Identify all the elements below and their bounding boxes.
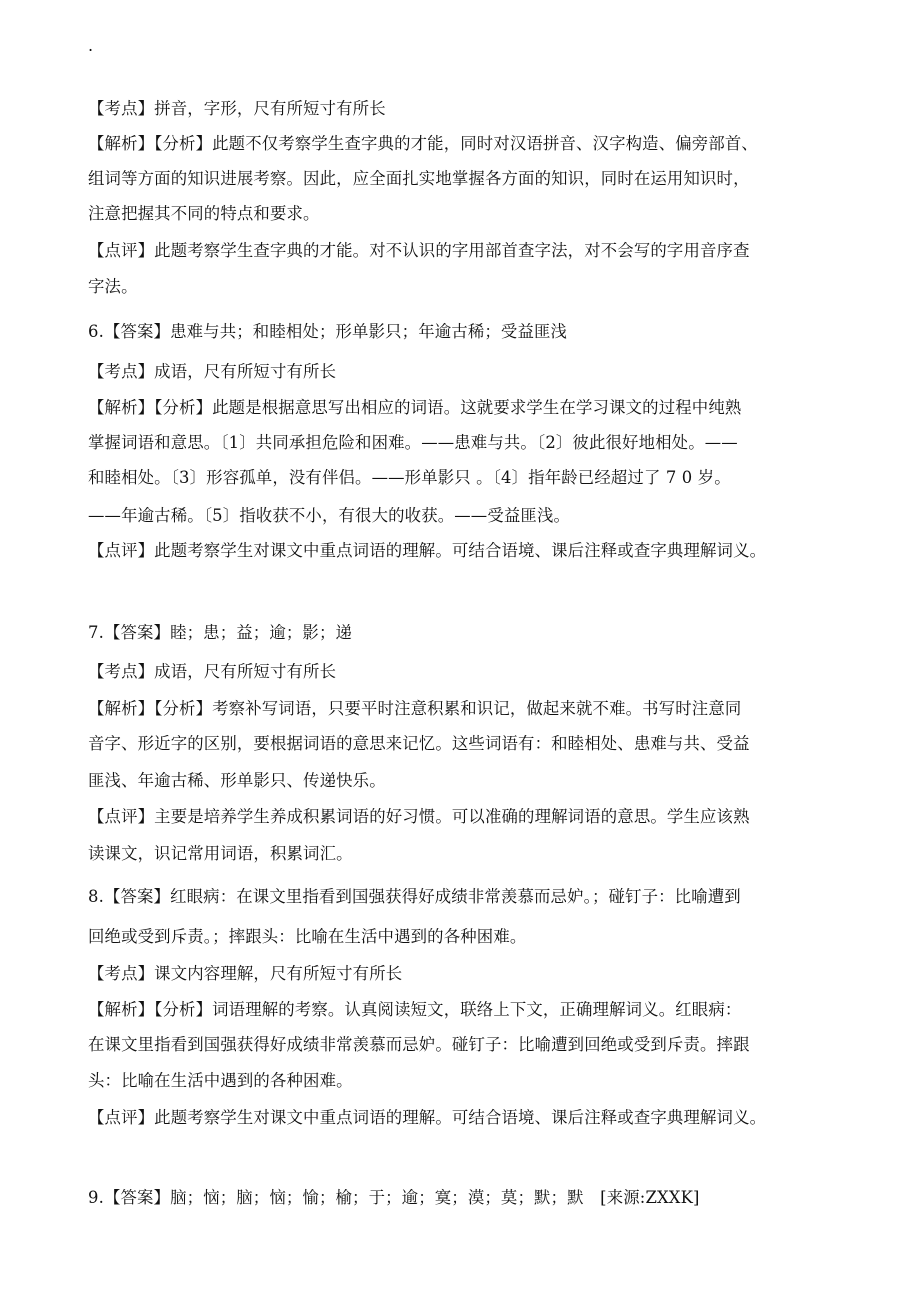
- text-line: 音字、形近字的区别，要根据词语的意思来记忆。这些词语有：和睦相处、患难与共、受益: [88, 734, 750, 753]
- text-line: 9.【答案】脑；恼；脑；恼；愉；榆；于；逾；寞；漠；莫；默；默 [来源:ZXXK]: [88, 1188, 700, 1207]
- text-line: 【考点】拼音，字形，尺有所短寸有所长: [88, 99, 386, 118]
- text-line: 【考点】成语，尺有所短寸有所长: [88, 362, 337, 381]
- text-line: 【点评】此题考察学生对课文中重点词语的理解。可结合语境、课后注释或查字典理解词义。: [88, 1108, 767, 1127]
- text-line: 读课文，识记常用词语，积累词汇。: [88, 844, 353, 863]
- text-line: 【点评】主要是培养学生养成积累词语的好习惯。可以准确的理解词语的意思。学生应该熟: [88, 807, 750, 826]
- text-line: 回绝或受到斥责。；摔跟头：比喻在生活中遇到的各种困难。: [88, 927, 527, 946]
- text-line: 7.【答案】睦；患；益；逾；影；递: [88, 623, 353, 642]
- text-line: 【解析】【分析】此题不仅考察学生查字典的才能，同时对汉语拼音、汉字构造、偏旁部首、: [88, 134, 758, 153]
- text-line: 匪浅、年逾古稀、形单影只、传递快乐。: [88, 771, 386, 790]
- text-line: 8.【答案】红眼病：在课文里指看到国强获得好成绩非常羡慕而忌妒。；碰钉子：比喻遭到: [88, 887, 741, 906]
- text-line: 【点评】此题考察学生查字典的才能。对不认识的字用部首查字法，对不会写的字用音序查: [88, 241, 750, 260]
- page-mark: .: [88, 36, 94, 55]
- text-line: 【考点】成语，尺有所短寸有所长: [88, 662, 337, 681]
- text-line: 【解析】【分析】词语理解的考察。认真阅读短文，联络上下文，正确理解词义。红眼病：: [88, 1000, 742, 1019]
- text-line: 【解析】【分析】考察补写词语，只要平时注意积累和识记，做起来就不难。书写时注意同: [88, 699, 742, 718]
- text-line: 掌握词语和意思。〔1〕共同承担危险和困难。——患难与共。〔2〕彼此很好地相处。——: [88, 433, 738, 452]
- text-line: 注意把握其不同的特点和要求。: [88, 204, 320, 223]
- text-line: ——年逾古稀。〔5〕指收获不小，有很大的收获。——受益匪浅。: [88, 506, 571, 525]
- text-line: 【考点】课文内容理解，尺有所短寸有所长: [88, 964, 403, 983]
- text-line: 在课文里指看到国强获得好成绩非常羡慕而忌妒。碰钉子：比喻遭到回绝或受到斥责。摔跟: [88, 1035, 750, 1054]
- text-line: 6.【答案】患难与共；和睦相处；形单影只；年逾古稀；受益匪浅: [88, 322, 568, 341]
- text-line: 【点评】此题考察学生对课文中重点词语的理解。可结合语境、课后注释或查字典理解词义。: [88, 541, 767, 560]
- text-line: 组词等方面的知识进展考察。因此，应全面扎实地掌握各方面的知识，同时在运用知识时，: [88, 169, 750, 188]
- text-line: 和睦相处。〔3〕形容孤单，没有伴侣。——形单影只 。〔4〕指年龄已经超过了 7 0 岁。: [88, 468, 731, 487]
- text-line: 头：比喻在生活中遇到的各种困难。: [88, 1071, 353, 1090]
- text-line: 字法。: [88, 277, 138, 296]
- text-line: 【解析】【分析】此题是根据意思写出相应的词语。这就要求学生在学习课文的过程中纯熟: [88, 398, 742, 417]
